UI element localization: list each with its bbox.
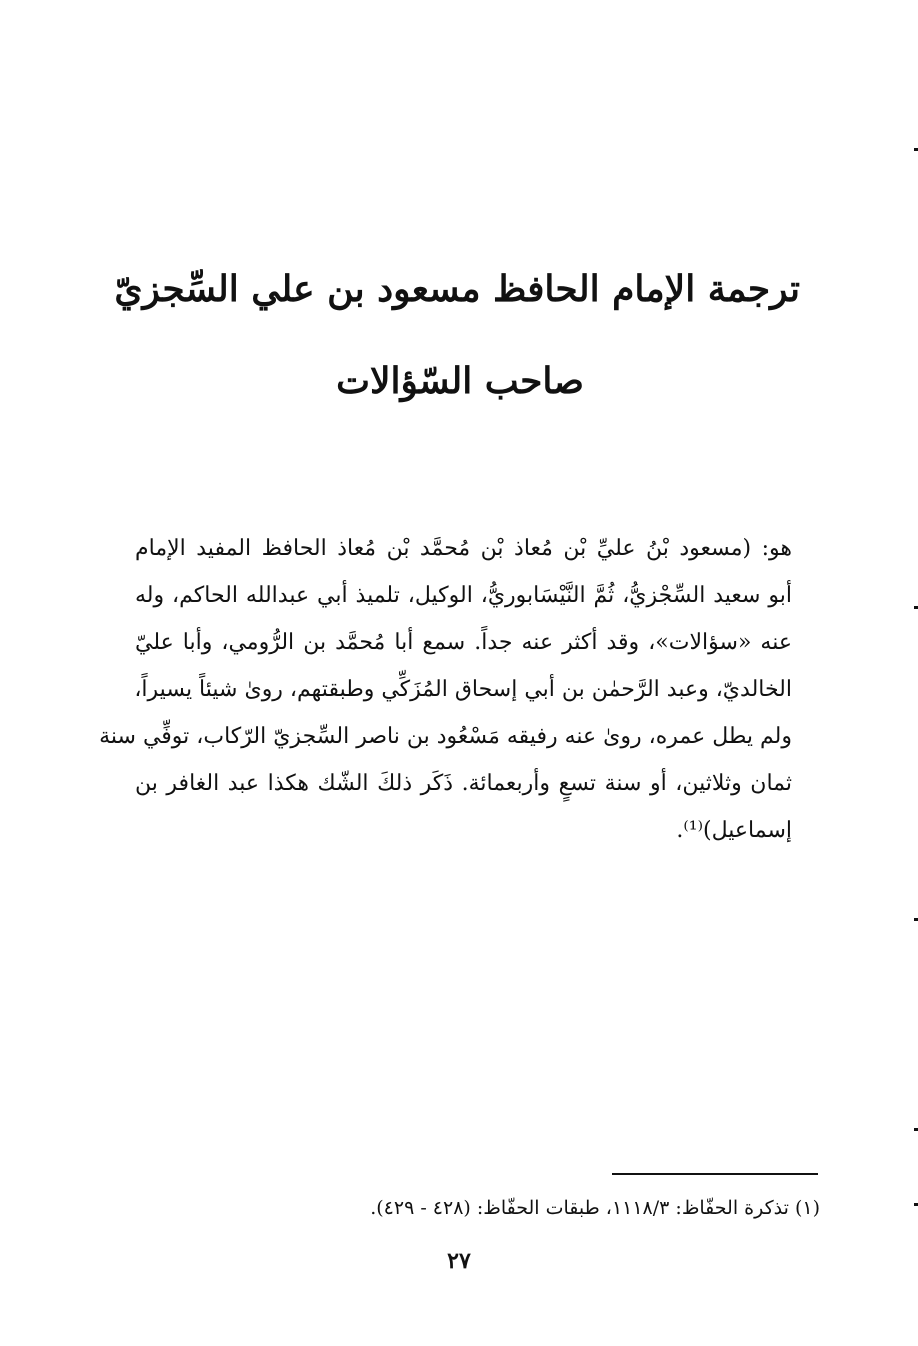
margin-mark <box>914 606 918 609</box>
margin-mark <box>914 148 918 151</box>
margin-mark <box>914 1128 918 1131</box>
paragraph-line: الخالديّ، وعبد الرَّحمٰن بن أبي إسحاق المُزَكِّي وطبقتهم، روىٰ شيئاً يسيراً، <box>134 677 792 702</box>
page-number: ٢٧ <box>447 1248 471 1274</box>
paragraph-line: عنه «سؤالات»، وقد أكثر عنه جداً. سمع أبا مُحمَّد بن الرُّومي، وأبا عليّ <box>135 630 792 655</box>
margin-mark <box>914 1203 918 1206</box>
paragraph-line: إسماعيل)⁽¹⁾. <box>676 818 792 843</box>
paragraph-line: هو: (مسعود بْنُ عليِّ بْن مُعاذ بْن مُحمَّد بْن مُعاذ الحافظ المفيد الإمام <box>135 536 792 561</box>
paragraph-line: ولم يطل عمره، روىٰ عنه رفيقه مَسْعُود بن ناصر السِّجزيّ الرّكاب، توفِّي سنة <box>99 724 792 749</box>
footnote: (١) تذكرة الحفّاظ: ١١١٨/٣، طبقات الحفّاظ: (٤٢٨ - ٤٢٩). <box>370 1197 820 1219</box>
margin-mark <box>914 918 918 921</box>
chapter-subtitle: صاحب السّؤالات <box>336 360 584 402</box>
paragraph-line: ثمان وثلاثين، أو سنة تسعٍ وأربعمائة. ذَكَر ذلكَ الشّك هكذا عبد الغافر بن <box>135 771 792 796</box>
footnote-divider <box>612 1173 818 1175</box>
chapter-title: ترجمة الإمام الحافظ مسعود بن علي السِّجزيّ <box>114 268 800 310</box>
biography-paragraph <box>99 525 792 854</box>
paragraph-line: أبو سعيد السِّجْزيُّ، ثُمَّ النَّيْسَابوريُّ، الوكيل، تلميذ أبي عبدالله الحاكم، وله <box>135 583 792 608</box>
